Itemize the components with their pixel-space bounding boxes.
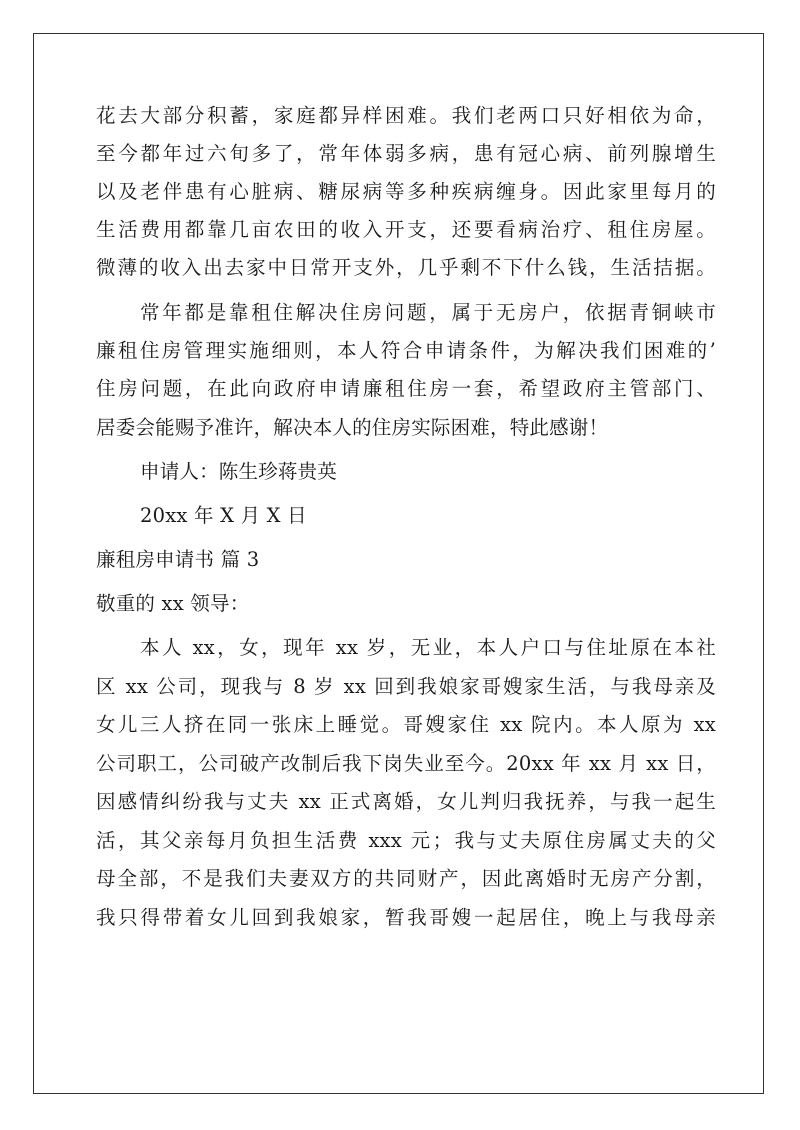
text-line-14: 本人 xx，女，现年 xx 岁，无业，本人户口与住址原在本社 (140, 636, 716, 659)
text-line-9: 居委会能赐予准许，解决本人的住房实际困难，特此感谢！ (96, 416, 609, 439)
applicant-signature: 申请人：陈生珍蒋贵英 (140, 460, 338, 483)
text-line-17: 公司职工，公司破产改制后我下岗失业至今。20xx 年 xx 月 xx 日， (96, 752, 716, 775)
text-line-18: 因感情纠纷我与丈夫 xx 正式离婚，女儿判归我抚养，与我一起生 (96, 790, 716, 813)
text-line-6: 常年都是靠租住解决住房问题，属于无房户，依据青铜峡市 (140, 301, 716, 324)
text-line-7: 廉租住房管理实施细则，本人符合申请条件，为解决我们困难的’ (96, 339, 716, 362)
text-line-1: 花去大部分积蓄，家庭都异样困难。我们老两口只好相依为命， (96, 104, 716, 127)
text-line-19: 活，其父亲每月负担生活费 xxx 元；我与丈夫原住房属丈夫的父 (96, 829, 716, 852)
text-line-16: 女儿三人挤在同一张床上睡觉。哥嫂家住 xx 院内。本人原为 xx (96, 713, 716, 736)
text-line-5: 微薄的收入出去家中日常开支外，几乎剩不下什么钱，生活拮据。 (96, 256, 716, 279)
salutation: 敬重的 xx 领导： (96, 592, 250, 615)
text-line-4: 生活费用都靠几亩农田的收入开支，还要看病治疗、租住房屋。 (96, 218, 716, 241)
text-line-21: 我只得带着女儿回到我娘家，暂我哥嫂一起居住，晚上与我母亲 (96, 906, 716, 929)
text-line-2: 至今都年过六旬多了，常年体弱多病，患有冠心病、前列腺增生 (96, 142, 716, 165)
text-line-3: 以及老伴患有心脏病、糖尿病等多种疾病缠身。因此家里每月的 (96, 180, 716, 203)
section-heading: 廉租房申请书 篇 3 (96, 548, 260, 571)
application-date: 20xx 年 X 月 X 日 (140, 504, 307, 527)
text-line-15: 区 xx 公司，现我与 8 岁 xx 回到我娘家哥嫂家生活，与我母亲及 (96, 675, 716, 698)
text-line-20: 母全部，不是我们夫妻双方的共同财产，因此离婚时无房产分割， (96, 867, 716, 890)
text-line-8: 住房问题，在此向政府申请廉租住房一套，希望政府主管部门、 (96, 377, 716, 400)
